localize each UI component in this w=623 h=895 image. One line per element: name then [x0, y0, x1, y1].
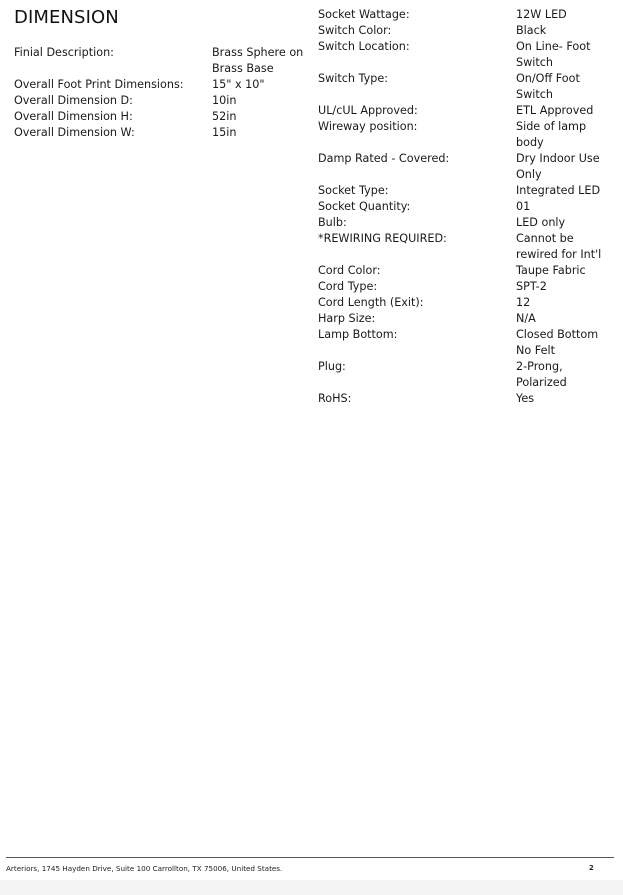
spec-row-rewiring-required	[318, 231, 608, 263]
spec-label: Harp Size:	[318, 312, 376, 325]
spec-label: Socket Quantity:	[318, 200, 411, 213]
electrical-spec-list	[318, 7, 608, 407]
spec-row-dimension-w	[14, 125, 304, 141]
spec-value: Closed Bottom No Felt	[516, 328, 599, 357]
spec-row-bulb	[318, 215, 608, 231]
spec-value: Black	[516, 24, 547, 37]
spec-row-switch-type	[318, 71, 608, 103]
spec-value: Side of lamp body	[516, 120, 587, 149]
spec-label: Overall Dimension D:	[14, 94, 133, 107]
spec-label: *REWIRING REQUIRED:	[318, 232, 447, 245]
spec-row-wireway-position	[318, 119, 608, 151]
spec-label: Switch Location:	[318, 40, 410, 53]
spec-label: Overall Foot Print Dimensions:	[14, 78, 184, 91]
spec-value: Integrated LED	[516, 184, 601, 197]
spec-value: On Line- Foot Switch	[516, 40, 591, 69]
spec-value: N/A	[516, 312, 536, 325]
spec-label: Socket Type:	[318, 184, 389, 197]
footer-address: Arteriors, 1745 Hayden Drive, Suite 100 Carrollton, TX 75006, United States.	[6, 864, 283, 873]
spec-label: Socket Wattage:	[318, 8, 410, 21]
spec-row-switch-location	[318, 39, 608, 71]
spec-label: Cord Color:	[318, 264, 381, 277]
spec-value: Dry Indoor Use Only	[516, 152, 600, 181]
spec-row-harp-size	[318, 311, 608, 327]
spec-row-ul-approved	[318, 103, 608, 119]
spec-value: 52in	[212, 110, 237, 123]
spec-label: Overall Dimension W:	[14, 126, 135, 139]
spec-label: Lamp Bottom:	[318, 328, 398, 341]
spec-value: 15" x 10"	[212, 78, 265, 91]
spec-value: Cannot be rewired for Int'l	[516, 232, 602, 261]
spec-row-rohs	[318, 391, 608, 407]
spec-row-dimension-d	[14, 93, 304, 109]
spec-value: 10in	[212, 94, 237, 107]
spec-value: 12	[516, 296, 531, 309]
spec-label: Cord Type:	[318, 280, 378, 293]
spec-value: 2-Prong, Polarized	[516, 360, 567, 389]
spec-label: Switch Color:	[318, 24, 392, 37]
spec-label: RoHS:	[318, 392, 352, 405]
spec-value: ETL Approved	[516, 104, 594, 117]
spec-value: Brass Sphere on Brass Base	[212, 46, 304, 75]
dimension-spec-list	[14, 45, 304, 141]
page-number: 2	[589, 864, 594, 872]
spec-value: 12W LED	[516, 8, 567, 21]
page-bottom-band	[0, 880, 623, 895]
spec-value: On/Off Foot Switch	[516, 72, 580, 101]
spec-label: UL/cUL Approved:	[318, 104, 418, 117]
spec-value: 01	[516, 200, 531, 213]
spec-label: Damp Rated - Covered:	[318, 152, 450, 165]
spec-row-plug	[318, 359, 608, 391]
spec-value: 15in	[212, 126, 237, 139]
spec-row-dimension-h	[14, 109, 304, 125]
spec-label: Cord Length (Exit):	[318, 296, 424, 309]
spec-row-damp-rated	[318, 151, 608, 183]
spec-value: SPT-2	[516, 280, 547, 293]
spec-row-cord-color	[318, 263, 608, 279]
spec-value: LED only	[516, 216, 566, 229]
spec-value: Yes	[516, 392, 535, 405]
spec-label: Finial Description:	[14, 46, 114, 59]
spec-row-socket-type	[318, 183, 608, 199]
spec-label: Wireway position:	[318, 120, 418, 133]
spec-row-foot-print	[14, 77, 304, 93]
spec-row-socket-quantity	[318, 199, 608, 215]
spec-row-socket-wattage	[318, 7, 608, 23]
spec-value: Taupe Fabric	[516, 264, 586, 277]
spec-row-finial-description	[14, 45, 304, 77]
footer-divider	[6, 857, 614, 858]
spec-row-lamp-bottom	[318, 327, 608, 359]
spec-row-switch-color	[318, 23, 608, 39]
spec-row-cord-length	[318, 295, 608, 311]
spec-row-cord-type	[318, 279, 608, 295]
section-heading: DIMENSION	[14, 7, 119, 28]
spec-label: Switch Type:	[318, 72, 389, 85]
spec-label: Overall Dimension H:	[14, 110, 133, 123]
spec-label: Plug:	[318, 360, 346, 373]
spec-label: Bulb:	[318, 216, 347, 229]
